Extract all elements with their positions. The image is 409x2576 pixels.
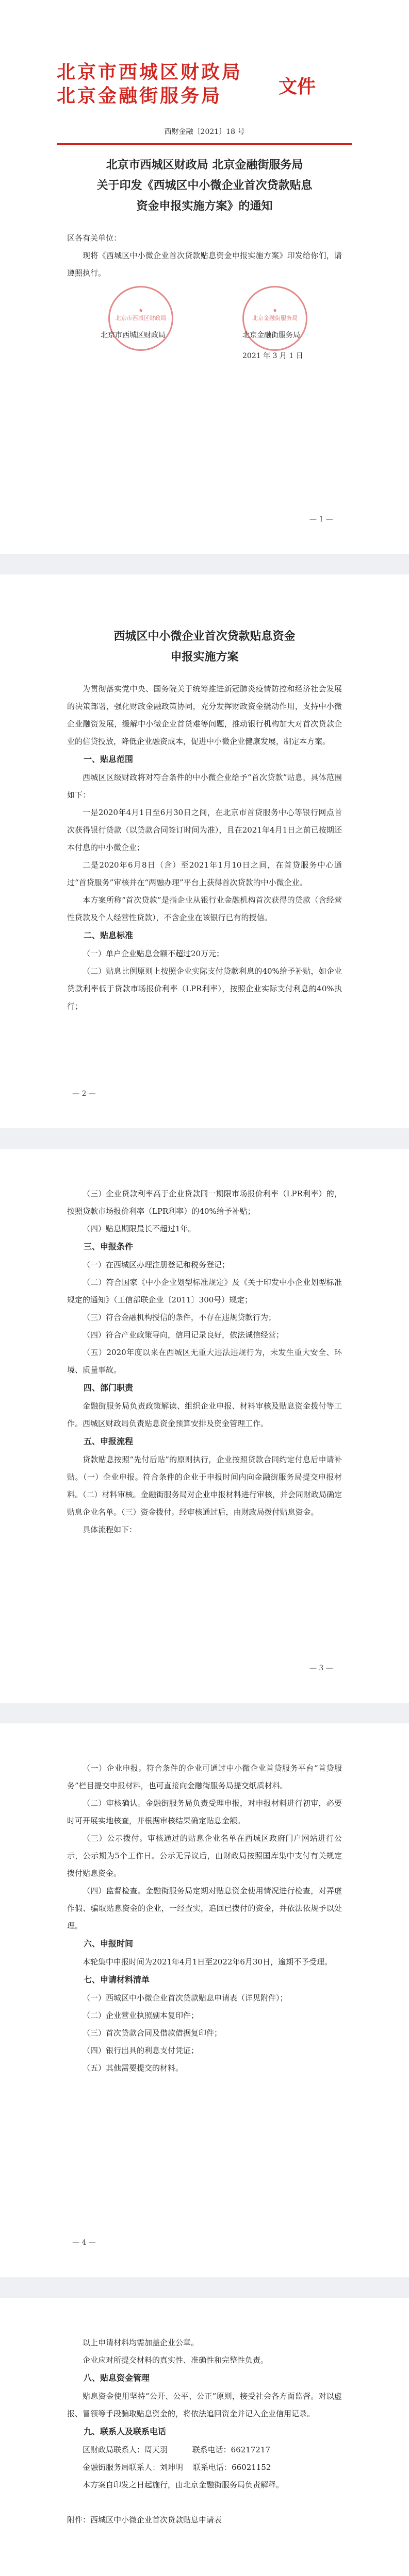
- notice-title-line: 北京市西城区财政局 北京金融街服务局: [106, 158, 303, 172]
- paragraph: （四）符合产业政策导向，信用记录良好，依法诚信经营；: [83, 1330, 284, 1340]
- paragraph: （三）企业贷款利率高于企业贷款同一期限市场报价利率（LPR利率）的，按照贷款市场报价利率（LPR利率）的40%给予补贴；: [67, 1189, 342, 1216]
- paragraph: 贷款贴息按照“先付后贴”的原则执行，企业按照贷款合同约定付息后申请补贴。（一）企业申报。符合条件的企业于申报时间内向金融街服务局提交申报材料。（二）材料审核。金融街服务局对企业申报材料进行审核，并会同财政局确定贴息企业名单。（三）资金拨付。经审核通过后，由财政局拨付贴息资金。: [67, 1455, 342, 1517]
- page-number: — 2 —: [72, 1090, 96, 1098]
- section-heading: 八、贴息资金管理: [84, 2373, 150, 2383]
- paragraph: 金融街服务局负责政策解读、组织企业申报、材料审核及贴息资金拨付等工作。西城区财政局负责贴息资金预算安排及资金管理工作。: [67, 1401, 342, 1428]
- letterhead-suffix: 文件: [279, 76, 316, 97]
- stamp-signature-left: 北京市西城区财政局: [101, 331, 166, 340]
- paragraph: （二）贴息比例原则上按照企业实际支付贷款利息的40%给予补贴，如企业贷款利率低于贷款市场报价利率（LPR利率），按照企业实际支付利息的40%执行；: [67, 967, 342, 1011]
- addressee: 区各有关单位：: [67, 233, 122, 243]
- page-gap: [0, 1128, 409, 1149]
- notice-paragraph: 现将《西城区中小微企业首次贷款贴息资金申报实施方案》印发给你们，请遵照执行。: [67, 251, 342, 278]
- page-gap: [0, 1703, 409, 1723]
- paragraph: 企业应对所提交材料的真实性、准确性和完整性负责。: [83, 2355, 269, 2365]
- page-gap: [0, 554, 409, 574]
- stamp-finance-bureau: ★ 北京市西城区财政局: [108, 286, 173, 351]
- page-number: — 4 —: [72, 2239, 96, 2247]
- stamp-financial-street: ★ 北京金融街服务局: [242, 286, 307, 351]
- paragraph: 具体流程如下：: [83, 1525, 137, 1534]
- paragraph: 本方案自印发之日起施行，由北京金融街服务局负责解释。: [83, 2480, 284, 2489]
- intro-paragraph: 为贯彻落实党中央、国务院关于统筹推进新冠肺炎疫情防控和经济社会发展的决策部署，强化财政金融政策协同，充分发挥财政资金撬动作用，支持中小微企业融资发展，缓解中小微企业首贷难等问题，推动银行机构加大对首次贷款企业的信贷投放，降低企业融资成本，促进中小微企业健康发展，制定本方案。: [67, 684, 342, 746]
- paragraph: （二）符合国家《中小企业划型标准规定》及《关于印发中小企业划型标准规定的通知》（工信部联企业〔2011〕300号）规定；: [67, 1278, 342, 1304]
- doc-number: 西财金融〔2021〕18 号: [164, 128, 245, 136]
- letterhead-line-2: 北京金融街服务局: [57, 86, 222, 107]
- paragraph: （一）在西城区办理注册登记和税务登记；: [83, 1260, 230, 1269]
- plan-title-line: 申报实施方案: [170, 650, 239, 664]
- section-heading: 五、申报流程: [84, 1436, 134, 1446]
- letterhead: [57, 61, 356, 109]
- paragraph: 本方案所称“首次贷款”是指企业从银行业金融机构首次获得的贷款（含经营性贷款及个人经营性贷款），不含企业在该银行已有的授信。: [67, 895, 342, 922]
- plan-title-line: 西城区中小微企业首次贷款贴息资金: [113, 630, 296, 643]
- paragraph: （一）单户企业贴息金额不超过20万元；: [83, 949, 224, 958]
- notice-body: [67, 229, 342, 282]
- letterhead-line-1: 北京市西城区财政局: [57, 62, 243, 83]
- red-divider: [57, 143, 352, 145]
- paragraph: （二）审核确认。金融街服务局负责受理申报，对申报材料进行初审，必要时可开展实地核查，并根据审核结果确定贴息金额。: [67, 1799, 342, 1825]
- paragraph: （三）首次贷款合同及借款借据复印件；: [83, 2028, 222, 2038]
- notice-date: 2021 年 3 月 1 日: [242, 352, 303, 360]
- paragraph: 二是2020年6月8日（含）至2021年1月10日之间，在首贷服务中心通过“首贷服务”审核并在“两融办理”平台上获得首次贷款的中小微企业。: [67, 860, 342, 887]
- section-heading: 七、申请材料清单: [84, 1975, 150, 1985]
- paragraph: 本轮集中申报时间为2021年4月1日至2022年6月30日，逾期不予受理。: [83, 1957, 333, 1967]
- paragraph: （一）企业申报。符合条件的企业可通过中小微企业首贷服务平台“首贷服务”栏目提交申报材料，也可直接向金融街服务局提交纸质材料。: [67, 1764, 342, 1790]
- section-heading: 三、申报条件: [84, 1242, 134, 1251]
- section-heading: 四、部门职责: [84, 1383, 134, 1393]
- notice-title-line: 关于印发《西城区中小微企业首次贷款贴息: [96, 179, 313, 192]
- notice-title-line: 资金申报实施方案》的通知: [136, 199, 273, 213]
- paragraph: 以上申请材料均需加盖企业公章。: [83, 2338, 199, 2347]
- page-3-body: [67, 1185, 342, 1538]
- page-number: — 3 —: [309, 1664, 333, 1672]
- paragraph: （四）监督检查。金融街服务局定期对贴息资金使用情况进行检查，对弄虚作假、骗取贴息资金的企业，一经查实，追回已拨付的资金，并依法依规予以处理。: [67, 1886, 342, 1930]
- paragraph: （一）西城区中小微企业首次贷款贴息申请表（详见附件）；: [83, 1993, 288, 2003]
- paragraph: 贴息资金使用坚持“公开、公平、公正”原则，接受社会各方面监督。对以虚报、冒领等手段骗取贴息资金的，将依法追回资金并记入企业信用记录。: [67, 2392, 342, 2418]
- paragraph: 西城区区级财政将对符合条件的中小微企业给予“首次贷款”贴息，具体范围如下：: [67, 773, 342, 800]
- page-gap: [0, 2277, 409, 2298]
- stamp-signature-right: 北京金融街服务局: [242, 331, 300, 340]
- attachment-note: 附件：西城区中小微企业首次贷款贴息申请表: [67, 2515, 222, 2524]
- paragraph: （五）其他需要提交的材料。: [83, 2063, 184, 2073]
- section-heading: 二、贴息标准: [84, 930, 134, 940]
- page-5-body: [67, 2334, 342, 2529]
- paragraph: （三）符合金融机构授信的条件，不存在违规贷款行为；: [83, 1313, 276, 1322]
- section-heading: 一、贴息范围: [84, 754, 134, 764]
- notice-title: [67, 155, 342, 216]
- page-4-body: [67, 1759, 342, 2077]
- paragraph: （四）贴息期限最长不超过1年。: [83, 1224, 196, 1233]
- paragraph: （五）2020年度以来在西城区无重大违法违规行为，未发生重大安全、环境、质量事故。: [67, 1348, 342, 1375]
- contact-line: 区财政局联系人：周天羽 联系电话：66217217: [83, 2445, 271, 2454]
- page-2-body: [67, 680, 342, 1015]
- section-heading: 六、申报时间: [84, 1939, 134, 1948]
- paragraph: （三）公示拨付。审核通过的贴息企业名单在西城区政府门户网站进行公示，公示期为5个工作日。公示无异议后，由财政局按照国库集中支付有关规定拨付贴息资金。: [67, 1834, 342, 1878]
- plan-title: [67, 626, 342, 667]
- paragraph: 一是2020年4月1日至6月30日之间，在北京市首贷服务中心等银行网点首次获得银行贷款（以贷款合同签订时间为准），且在2021年4月1日之前已按期还本付息的中小微企业；: [67, 808, 342, 852]
- section-heading: 九、联系人及联系电话: [84, 2427, 167, 2436]
- paragraph: （二）企业营业执照副本复印件；: [83, 2011, 199, 2020]
- page-number: — 1 —: [309, 515, 333, 523]
- contact-line: 金融街服务局联系人：刘坤明 联系电话：66021152: [83, 2463, 271, 2472]
- paragraph: （四）银行出具的利息支付凭证；: [83, 2046, 199, 2055]
